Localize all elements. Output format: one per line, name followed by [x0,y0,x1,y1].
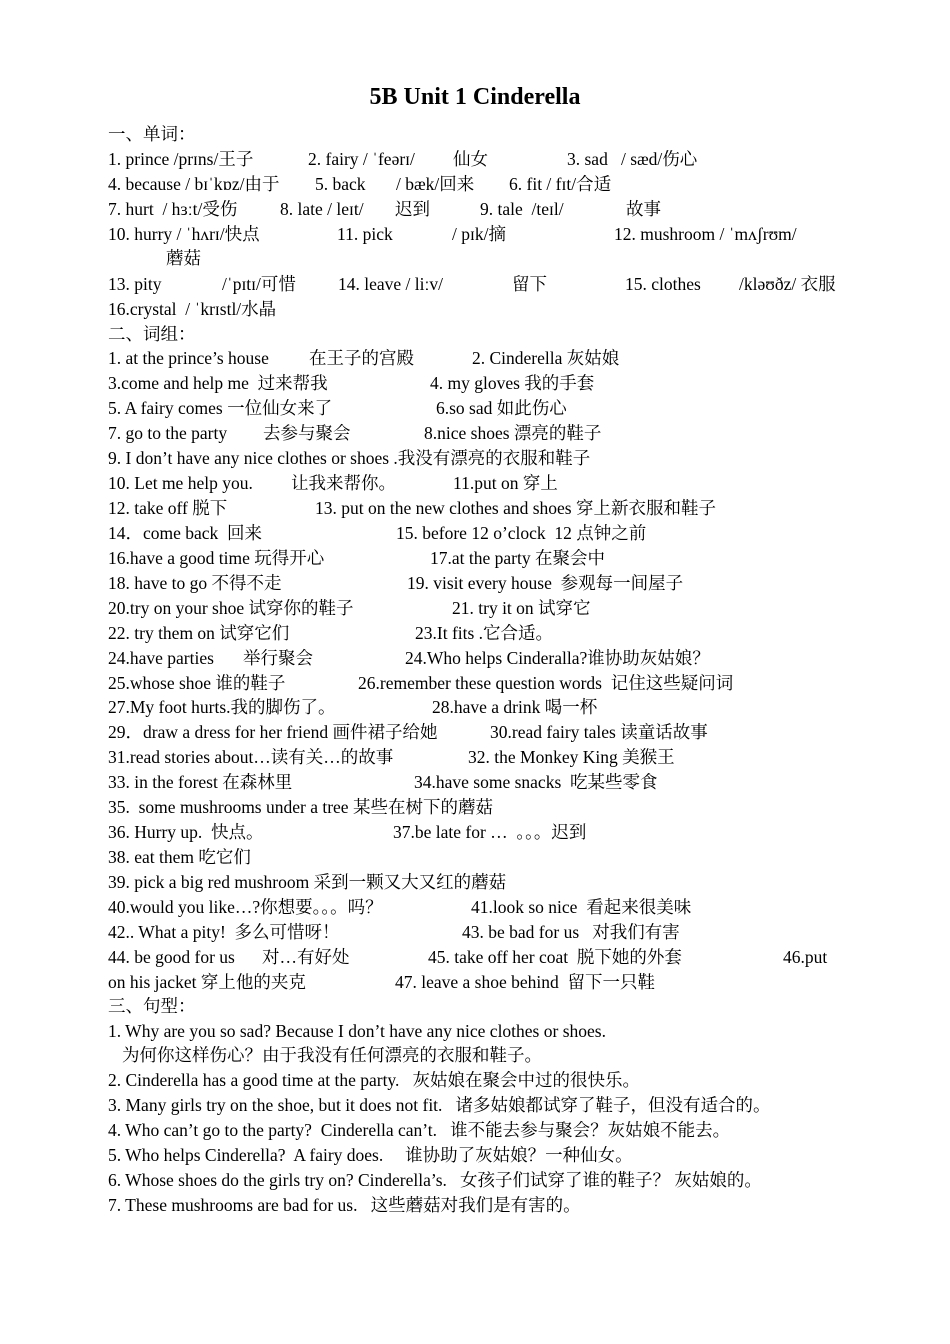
text-segment: 14. leave / liːv/ [338,274,443,294]
text-segment: 33. in the forest 在森林里 [108,772,293,792]
text-segment: 3. Many girls try on the shoe, but it does not fit. 诸多姑娘都试穿了鞋子，但没有适合的。 [108,1095,771,1115]
text-segment: 16.have a good time 玩得开心 [108,548,325,568]
text-segment: 31.read stories about…读有关…的故事 [108,747,394,767]
text-segment: 10. Let me help you. [108,473,253,493]
text-segment: 42.. What a pity! 多么可惜呀！ [108,922,340,942]
text-segment: 蘑菇 [166,248,201,268]
text-segment: 12. mushroom / ˈmʌʃrʊm/ [614,224,797,244]
text-segment: 6. Whose shoes do the girls try on? Cinderella’s. 女孩子们试穿了谁的鞋子？ 灰姑娘的。 [108,1170,762,1190]
text-segment: 26.remember these question words 记住这些疑问词 [358,673,734,693]
text-segment: 4. my gloves 我的手套 [430,373,595,393]
text-segment: 28.have a drink 喝一杯 [432,697,598,717]
text-segment: 40.would you like…?你想要。。。吗？ [108,897,383,917]
text-segment: 46.put [783,947,828,967]
text-segment: 32. the Monkey King 美猴王 [468,747,675,767]
text-segment: 30.read fairy tales 读童话故事 [490,722,708,742]
text-segment: 44. be good for us [108,947,235,967]
text-segment: 3. sad / sæd/伤心 [567,149,698,169]
text-segment: 2. Cinderella has a good time at the party. 灰姑娘在聚会中过的很快乐。 [108,1070,641,1090]
text-segment: 45. take off her coat 脱下她的外套 [428,947,682,967]
text-segment: 10. hurry / ˈhʌrɪ/快点 [108,224,260,244]
text-segment: / bæk/回来 [396,174,475,194]
text-segment: 47. leave a shoe behind 留下一只鞋 [395,972,656,992]
text-segment: 24.have parties [108,648,214,668]
text-segment: 举行聚会 [243,648,313,668]
text-segment: 仙女 [453,149,488,169]
text-segment: 二、词组： [108,324,196,344]
text-segment: 39. pick a big red mushroom 采到一颗又大又红的蘑菇 [108,872,507,892]
text-segment: 16.crystal / ˈkrɪstl/水晶 [108,299,277,319]
text-segment: 7. hurt / hɜːt/受伤 [108,199,238,219]
text-segment: 25.whose shoe 谁的鞋子 [108,673,286,693]
text-segment: 8.nice shoes 漂亮的鞋子 [424,423,602,443]
text-segment: 15. clothes [625,274,701,294]
text-segment: 24.Who helps Cinderalla?谁协助灰姑娘？ [405,648,710,668]
text-segment: 5. Who helps Cinderella? A fairy does. 谁协助了灰姑娘？一种仙女。 [108,1145,633,1165]
text-segment: 22. try them on 试穿它们 [108,623,290,643]
text-segment: 17.at the party 在聚会中 [430,548,605,568]
text-segment: 8. late / leɪt/ [280,199,364,219]
text-segment: 43. be bad for us 对我们有害 [462,922,680,942]
text-segment: 5. back [315,174,366,194]
text-segment: 对…有好处 [262,947,350,967]
text-segment: 21. try it on 试穿它 [452,598,591,618]
text-segment: 11. pick [337,224,393,244]
text-segment: 12. take off 脱下 [108,498,228,518]
text-segment: 37.be late for … 。。。迟到 [393,822,587,842]
text-segment: 迟到 [395,199,430,219]
text-segment: 29．draw a dress for her friend 画件裙子给她 [108,722,438,742]
text-segment: 1. prince /prɪns/王子 [108,149,254,169]
text-segment: 一、单词： [108,124,196,144]
text-segment: 5. A fairy comes 一位仙女来了 [108,398,333,418]
text-segment: 35. some mushrooms under a tree 某些在树下的蘑菇 [108,797,493,817]
text-segment: 2. Cinderella 灰姑娘 [472,348,620,368]
text-segment: 11.put on 穿上 [453,473,558,493]
text-segment: 在王子的宫殿 [309,348,414,368]
text-segment: 41.look so nice 看起来很美味 [471,897,692,917]
text-segment: 7. go to the party [108,423,228,443]
text-segment: 4. Who can’t go to the party? Cinderella can’t. 谁不能去参与聚会？灰姑娘不能去。 [108,1120,731,1140]
page-title: 5B Unit 1 Cinderella [369,84,581,110]
text-segment: 18. have to go 不得不走 [108,573,282,593]
text-segment: 三、句型： [108,996,196,1016]
text-segment: 6.so sad 如此伤心 [436,398,567,418]
text-segment: 故事 [626,199,661,219]
text-segment: 27.My foot hurts.我的脚伤了。 [108,697,336,717]
text-segment: 去参与聚会 [263,423,351,443]
text-segment: 13. pity [108,274,162,294]
text-segment: /kləʊðz/ 衣服 [739,274,836,294]
text-segment: 9. tale /teɪl/ [480,199,564,219]
text-segment: 38. eat them 吃它们 [108,847,251,867]
text-segment: 7. These mushrooms are bad for us. 这些蘑菇对我们是有害的。 [108,1195,581,1215]
text-segment: / pɪk/摘 [452,224,506,244]
text-segment: 13. put on the new clothes and shoes 穿上新衣服和鞋子 [315,498,716,518]
text-segment: 15. before 12 o’clock 12 点钟之前 [396,523,647,543]
text-segment: 23.It fits .它合适。 [415,623,554,643]
text-segment: 19. visit every house 参观每一间屋子 [407,573,684,593]
text-segment: 1. Why are you so sad? Because I don’t have any nice clothes or shoes. [108,1021,606,1041]
text-segment: 3.come and help me 过来帮我 [108,373,328,393]
text-segment: 2. fairy / ˈfeərɪ/ [308,149,415,169]
text-segment: 为何你这样伤心？由于我没有任何漂亮的衣服和鞋子。 [122,1045,542,1065]
text-segment: 4. because / bɪˈkɒz/由于 [108,174,280,194]
text-segment: 让我来帮你。 [291,473,396,493]
text-segment: 6. fit / fɪt/合适 [509,174,612,194]
text-segment: 1. at the prince’s house [108,348,269,368]
text-segment: /ˈpɪtɪ/可惜 [222,274,296,294]
text-segment: 9. I don’t have any nice clothes or shoes .我没有漂亮的衣服和鞋子 [108,448,591,468]
text-segment: 36. Hurry up. 快点。 [108,822,264,842]
text-segment: 14．come back 回来 [108,523,263,543]
text-segment: 留下 [512,274,547,294]
text-segment: 34.have some snacks 吃某些零食 [414,772,658,792]
text-segment: on his jacket 穿上他的夹克 [108,972,306,992]
text-segment: 20.try on your shoe 试穿你的鞋子 [108,598,354,618]
